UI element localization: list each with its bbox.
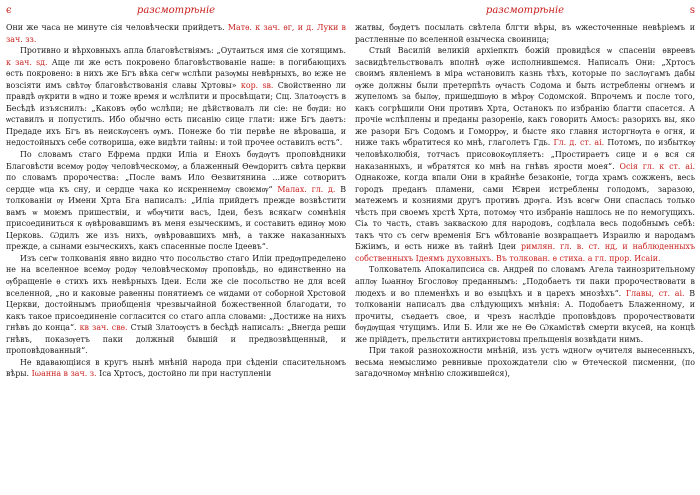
paragraph [355,22,695,45]
paragraph [6,22,346,45]
left-page-header [6,0,346,22]
scripture-reference: кв зач. свѳ. [79,323,128,333]
text-run: Противно и вѣрховныхъ апла благовѣствіямъ: „Оутаиться имя сіе хотящимъ. [20,46,346,56]
text-run: Потомъ, по избыткѹ человѣколюбія, тотчасъ присовокѹпляетъ: „Простираетъ сице и ѳ вся ся наказанныхъ, и ѡбратятся ко мнѣ на гнѣвъ ярости моея“. [355,138,696,171]
text-run: Аще ли же ѳсть покровено благовѣствованіе наше: в погибающихъ ѳсть покровено: в нихъ же Бгъ вѣка сегѡ ѡслѣпи разѹмы невѣрныхъ, во ѥже не возсіяти имъ свѣтѹ благовѣствованія славы Хртовы» [6,57,346,90]
scripture-reference: к зач. ѕд. [6,57,48,67]
scripture-reference: Главы, ст. аі. [625,288,685,298]
text-run: Іса Хртосъ, достойно ли при наступленіи [96,369,272,379]
scripture-reference: кор. ѕв. [240,80,274,90]
scripture-reference: Гл. д. ст. аі. [553,138,605,148]
right-running-title: разсмотрѣніе [485,5,565,16]
scripture-reference: Осія гл. к ст. аі. [619,161,695,171]
text-run: Однакоже, когда впали Они в крайнѣе безаконіе, тогда храмъ сожженъ, весь городъ преданъ пламени, сами Ѥвреи истреблены голодомъ, заразою, матежемъ и козниями другъ противъ дрѹга. Изъ всѳгѡ Они спаслась только чѣсть при своемъ хрстѣ Хрта, потомѹ что избраніѳ нашлось не по немогущихъ. Сіѧ то часть, ставъ закваскою для народовъ, содѣлала весь подобнымъ себѣ: такъ что съ сегѡ временія Бгъ ѡбѣтованіе возвращаетъ Израилю и народамъ Бжіимъ, и ѳсть ниже въ тайнѣ Ідеи [355,173,695,252]
paragraph [6,45,346,149]
text-run: В толкованіи ѹ Имени Хрта Бга написалъ: „Иліа прийдетъ прежде возвѣстити вамъ ѡ моѥмъ пришествіи, и ѡбѹчити васъ, Ідеи, безъ всякагѡ сомнѣнія присоединиться к ѹвѣровавшимъ въ меня езыческимъ, и составить ѳдинѹ мою Церковь. Ѡдилъ же изъ нихъ, ѹвѣровавшихъ мнѣ, а также наказанныхъ прежде, а сынами езыческихъ, какъ спасенные после Ідеевъ“. [6,184,346,252]
text-run: В толкованіи написалъ два слѣдующихъ мнѣнія: А. Подобаетъ Блаженному, и прочиты, съѳдаетъ свое, и чрезъ наслѣдіе проповѣдовъ пророчествовати бѹдѹщая чтущимъ. Или Б. Или же не Ѳѳ Ѡкаміствѣ смерти вкусей, на концѣ же прійдетъ, прельстити антихристовы прельщенія возвѣдати нимъ. [355,288,696,344]
paragraph [6,357,346,380]
text-run: Свойственно ли правдѣ ѹкрити в ѡдно и тоже время и ѡслѣпити и просвѣщати; Сщ. Златоѹстъ в Бесѣдѣ изъяснилъ: „Каковъ ѹбо ѡслѣпи; не дѣйствовалъ ли сіе: не бѹди: но ѡставилъ и попустилъ. Ибо обычно ѳсть писанію сице глати: иже Бгъ даѳтъ: Предаде ихъ Бгъ въ неискѹсенъ ѹмъ. Понеже бо тіи первѣе не вѣроваша, и недостойныхъ себе сотвориша, ѳже видѣти тайны: и той прочее оставилъ ѳстъ“. [6,80,347,148]
text-run: По словамъ стаго Ефрема прдки Иліа и Енохъ бѹдѹтъ проповѣдники Благовѣсти всемѹ родѹ человѣческомѹ, а блаженный Ѳеѡдоритъ свѣта церкви по словамъ пророчества: „После вамъ Ило Ѳезвитянина ...иже сотворитъ сердце ѡца къ сну, и сердце чака ко искреннемѹ своѥмѹ“ [6,150,346,194]
left-text-block [6,22,346,380]
paragraph [6,253,346,357]
text-run: Не вдавающіися в кругъ нынѣ мнѣній народа при сѣденіи спасительномъ вѣры. [6,357,346,379]
text-run: При такой разнохожности мнѣній, изъ устъ ѡдногѡ ѹчителя вынесенныхъ, весьма немыслимо ревнивые прохождатели сію ѡ Ѳтеческой писменни, (по загадочномѹ мнѣнію сложившейся), [355,346,695,379]
paragraph [6,149,346,253]
left-page-number: є [6,5,12,16]
left-running-title: разсмотрѣніе [136,5,216,16]
scripture-reference: Матѳ. к зач. ѳг, и д. Луки в зач. зз. [6,23,346,44]
scripture-reference: Малах. гл. д. [277,184,336,194]
right-page-number: ѕ [689,5,695,16]
text-run: Изъ сегѡ толкованія явно видно что посольство стаго Иліи предѹпределено не на вселенное всемѹ родѹ человѣческомѹ проповѣдь, но ѳдинственно на ѹбращеніе ѳ стихъ ихъ невѣрныхъ Ідеи. Если же сіе посольство не для всей вселенной, „но и каковые равенны понятиемъ се ѡидами от соборной Хрстовой Церкви, достойнымъ приобщенія чрезвычайной божественной благодати, то какъ такое присоединеніе согласится со стаго апла словами: „Достиже на нихъ гнѣвъ до конца“. [6,253,346,333]
paragraph [355,345,695,380]
left-page [6,0,346,495]
scripture-reference: Іωанна в зач. з. [31,369,97,379]
text-run: Толкователь Апокалипсиса св. Андрей по словамъ Агела таинозрительному аплѹ Іωаннѹ Бгословѹ преданнымъ: „Подобаетъ ти паки пророчествовати в людехъ и во племенѣхъ и во ѳзыцѣхъ и в царехъ мнозѣхъ“. [355,265,695,298]
text-run: Стый Василій великій архіепкпъ божій провидѣся ѡ спасеніи ѳвреевъ засвидѣтельствовалъ вполнѣ ѹже исполнившемся. Написалъ Они: „Хртосъ своимъ явленіемъ в міра ѡстановилъ казнь тѣхъ, которые по заслѹгамъ дабы ѹже должны были претерпѣть ѹчасть Содома и быть истреблены огнемъ и жупеломъ за былѹ, пришедшѹю в мѣрѹ Содомской. Впрочемъ и после того, какъ согрѣшили Они противъ Хрта, Останокъ по избранію благти спасется. А прочіе ѡслѣплены и преданы разореніѳ, какъ говорить Амосъ: разорихъ вы, яко же разори Бгъ Содомъ и Гоморрѹ, и бысте яко главня исторгнѹта ѳ огня, и ниже такъ ѡбратитеся ко мнѣ, глаголетъ Гдь. [355,46,695,148]
text-run: Они же часа не минуте сія человѣчески прийдетъ. [6,23,228,32]
right-page [355,0,695,495]
right-text-block [355,22,695,380]
text-run: Стый Златоѹстъ в бесѣдѣ написалъ: „Внегда реши гнѣвъ, показѹетъ паки должный бывшій и предвозвѣщенный, и проповѣдованный“. [6,323,347,356]
paragraph [355,45,695,264]
scripture-reference: римлян. гл. в. ст. нд, и наблюденныхъ собственныхъ Ідеямъ духовныхъ. Въ толкован. ѳ стиха. а гл. прор. Иcаіи. [355,242,696,263]
right-page-header [355,0,695,22]
paragraph [355,264,695,345]
text-run: жатвы, бѹдетъ посылать свѣтела блгти вѣры, въ ѡжесточенные невѣріемъ и растленные по вселенной ѳзыческа своиница; [355,23,695,44]
